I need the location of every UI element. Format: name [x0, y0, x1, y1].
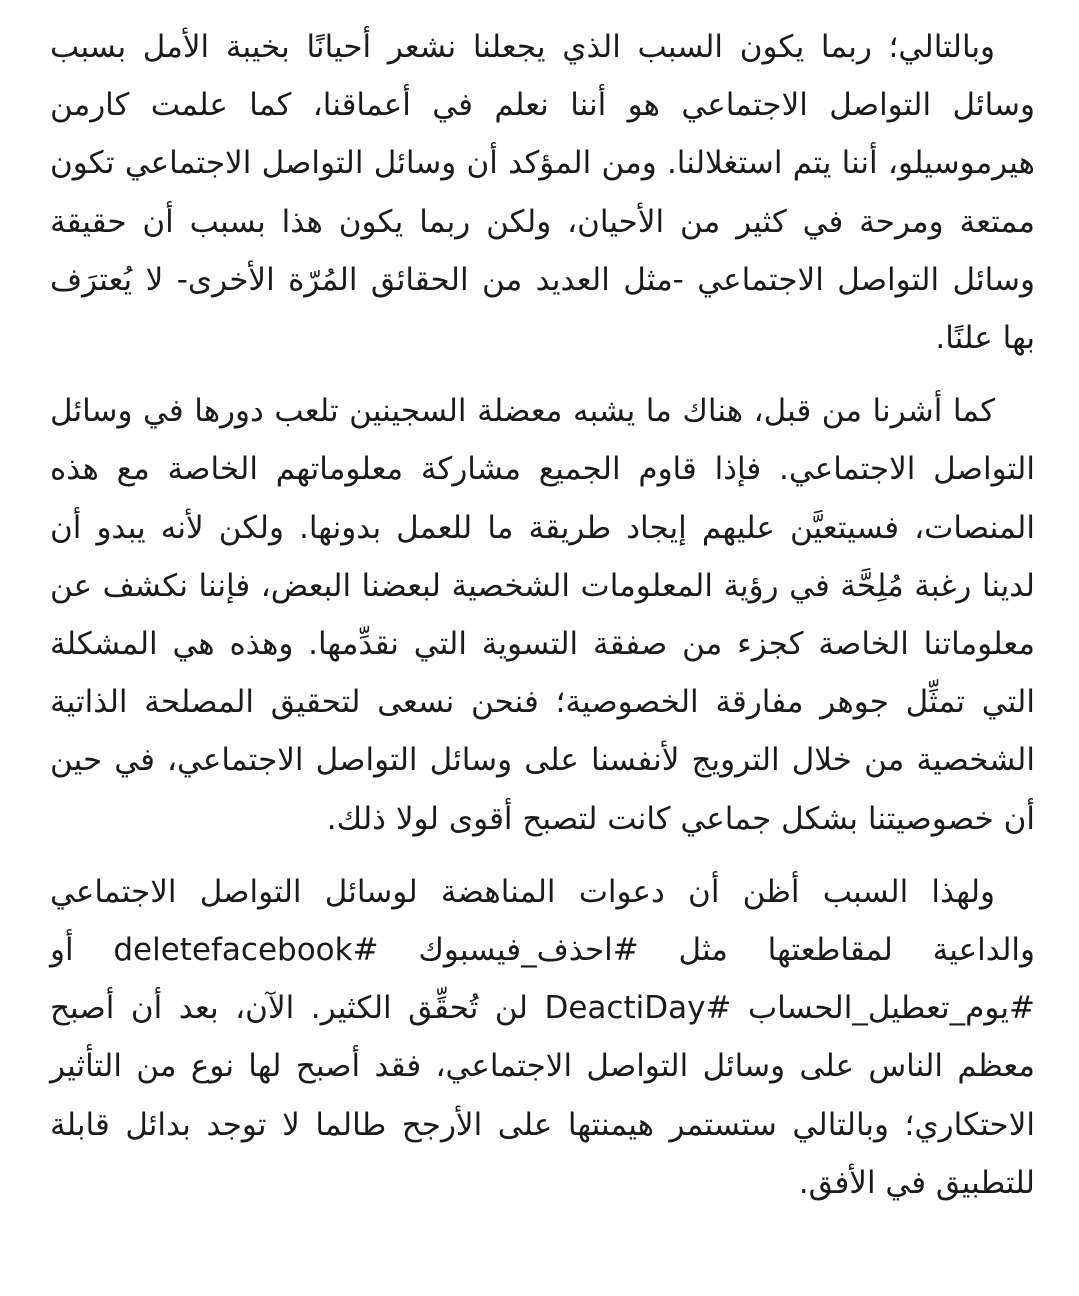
paragraph-3-part-3: لن تُحقِّق الكثير. الآن، بعد أن أصبح معظم الناس على وسائل التواصل الاجتماعي، فقد أصبح لها نوع من التأثير الاحتكاري؛ وبالتالي ستستمر هيمنتها على الأرجح طالما لا توجد بدائل قابلة للتطبيق في الأفق. [50, 990, 1035, 1201]
paragraph-2: كما أشرنا من قبل، هناك ما يشبه معضلة السجينين تلعب دورها في وسائل التواصل الاجتماعي. فإذا قاوم الجميع مشاركة معلوماتهم الخاصة مع هذه المنصات، فسيتعيَّن عليهم إيجاد طريقة ما للعمل بدونها. ولكن لأنه يبدو أن لدينا رغبة مُلِحَّة في رؤية المعلومات الشخصية لبعضنا البعض، فإننا نكشف عن معلوماتنا الخاصة كجزء من صفقة التسوية التي نقدِّمها. وهذه هي المشكلة التي تمثِّل جوهر مفارقة الخصوصية؛ فنحن نسعى لتحقيق المصلحة الذاتية الشخصية من خلال الترويج لأنفسنا على وسائل التواصل الاجتماعي، في حين أن خصوصيتنا بشكل جماعي كانت لتصبح أقوى لولا ذلك. [50, 393, 1035, 837]
paragraph-1: وبالتالي؛ ربما يكون السبب الذي يجعلنا نشعر أحيانًا بخيبة الأمل بسبب وسائل التواصل الاجتماعي هو أننا نعلم في أعماقنا، كما علمت كارمن هيرموسيلو، أننا يتم استغلالنا. ومن المؤكد أن وسائل التواصل الاجتماعي تكون ممتعة ومرحة في كثير من الأحيان، ولكن ربما يكون هذا بسبب أن حقيقة وسائل التواصل الاجتماعي -مثل العديد من الحقائق المُرّة الأخرى- لا يُعترَف بها علنًا. [50, 29, 1035, 357]
hashtag-deletefacebook: deletefacebook# [113, 932, 379, 969]
paragraph-3-part-1: ولهذا السبب أظن أن دعوات المناهضة لوسائل التواصل الاجتماعي والداعية لمقاطعتها مثل #احذف_فيسبوك [50, 873, 1036, 969]
paragraph-3 [50, 863, 1035, 1212]
paragraph-3-part-2: أو #يوم_تعطيل_الحساب [50, 932, 1035, 1027]
hashtag-deactiday: DeactiDay# [544, 990, 732, 1027]
